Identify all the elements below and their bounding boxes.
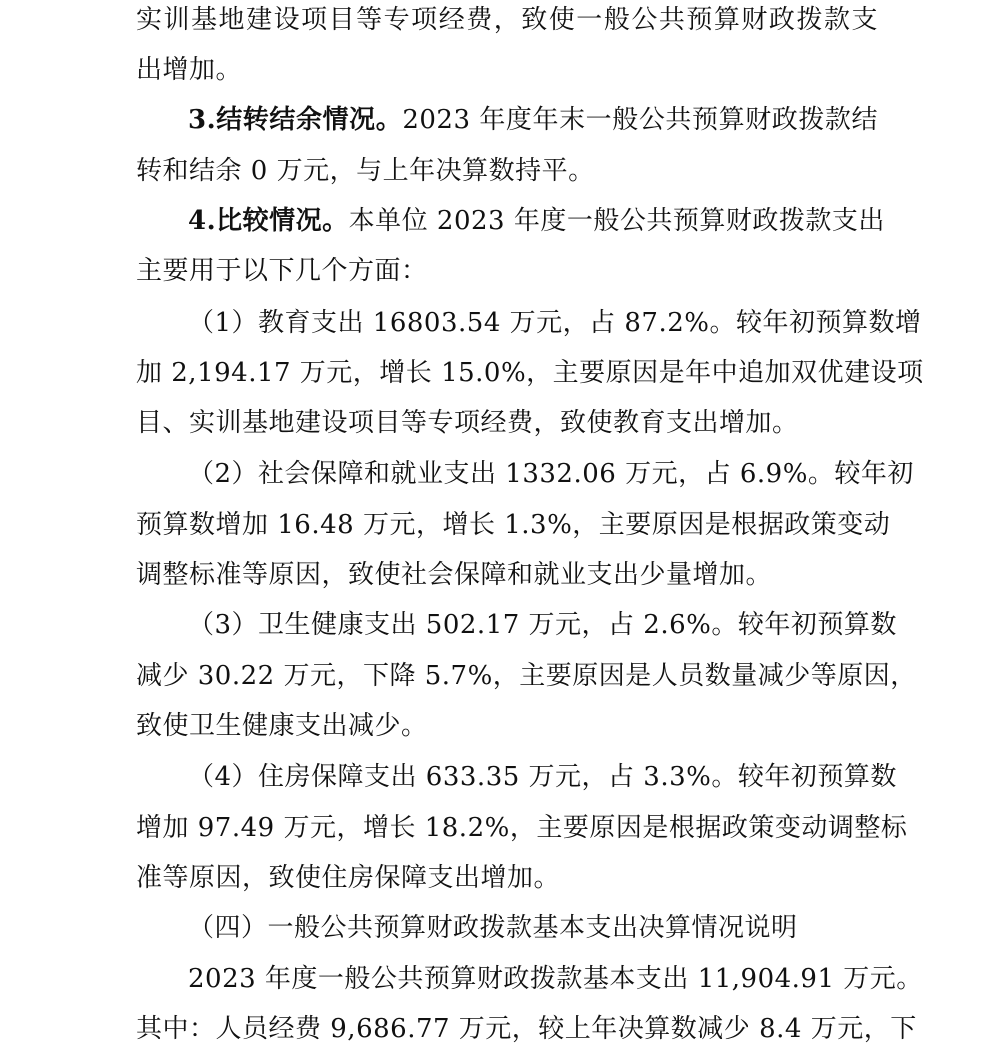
- section-4-text: 本单位 2023 年度一般公共预算财政拨款支出: [348, 206, 885, 236]
- item-2-line: （2）社会保障和就业支出 1332.06 万元，占 6.9%。较年初: [188, 459, 914, 489]
- paragraph-line: 调整标准等原因，致使社会保障和就业支出少量增加。: [136, 560, 773, 590]
- item-3-line: （3）卫生健康支出 502.17 万元，占 2.6%。较年初预算数: [188, 610, 897, 640]
- paragraph-line: 预算数增加 16.48 万元，增长 1.3%，主要原因是根据政策变动: [136, 510, 891, 540]
- paragraph-line: 加 2,194.17 万元，增长 15.0%，主要原因是年中追加双优建设项: [136, 358, 924, 388]
- paragraph-line: 增加 97.49 万元，增长 18.2%，主要原因是根据政策变动调整标: [136, 813, 908, 843]
- paragraph-line: 目、实训基地建设项目等专项经费，致使教育支出增加。: [136, 408, 799, 438]
- paragraph-line: 转和结余 0 万元，与上年决算数持平。: [136, 156, 595, 186]
- section-3-line: [188, 100, 878, 140]
- item-1-line: （1）教育支出 16803.54 万元，占 87.2%。较年初预算数增: [188, 308, 922, 338]
- section-four-heading: （四）一般公共预算财政拨款基本支出决算情况说明: [188, 913, 798, 943]
- paragraph-line: 出增加。: [136, 55, 243, 85]
- paragraph-line: 致使卫生健康支出减少。: [136, 711, 428, 741]
- paragraph-line: 2023 年度一般公共预算财政拨款基本支出 11,904.91 万元。: [188, 964, 923, 994]
- section-4-line: [188, 201, 885, 241]
- paragraph-line: 其中：人员经费 9,686.77 万元，较上年决算数减少 8.4 万元，下: [136, 1014, 917, 1044]
- section-3-heading: 3.结转结余情况。: [188, 105, 403, 135]
- section-3-text: 2023 年度年末一般公共预算财政拨款结: [402, 105, 878, 135]
- section-4-heading: 4.比较情况。: [188, 206, 349, 236]
- paragraph-line: 实训基地建设项目等专项经费，致使一般公共预算财政拨款支: [136, 5, 878, 35]
- paragraph-line: 主要用于以下几个方面：: [136, 256, 428, 286]
- paragraph-line: 减少 30.22 万元，下降 5.7%，主要原因是人员数量减少等原因，: [136, 661, 917, 691]
- paragraph-line: 准等原因，致使住房保障支出增加。: [136, 863, 561, 893]
- item-4-line: （4）住房保障支出 633.35 万元，占 3.3%。较年初预算数: [188, 762, 897, 792]
